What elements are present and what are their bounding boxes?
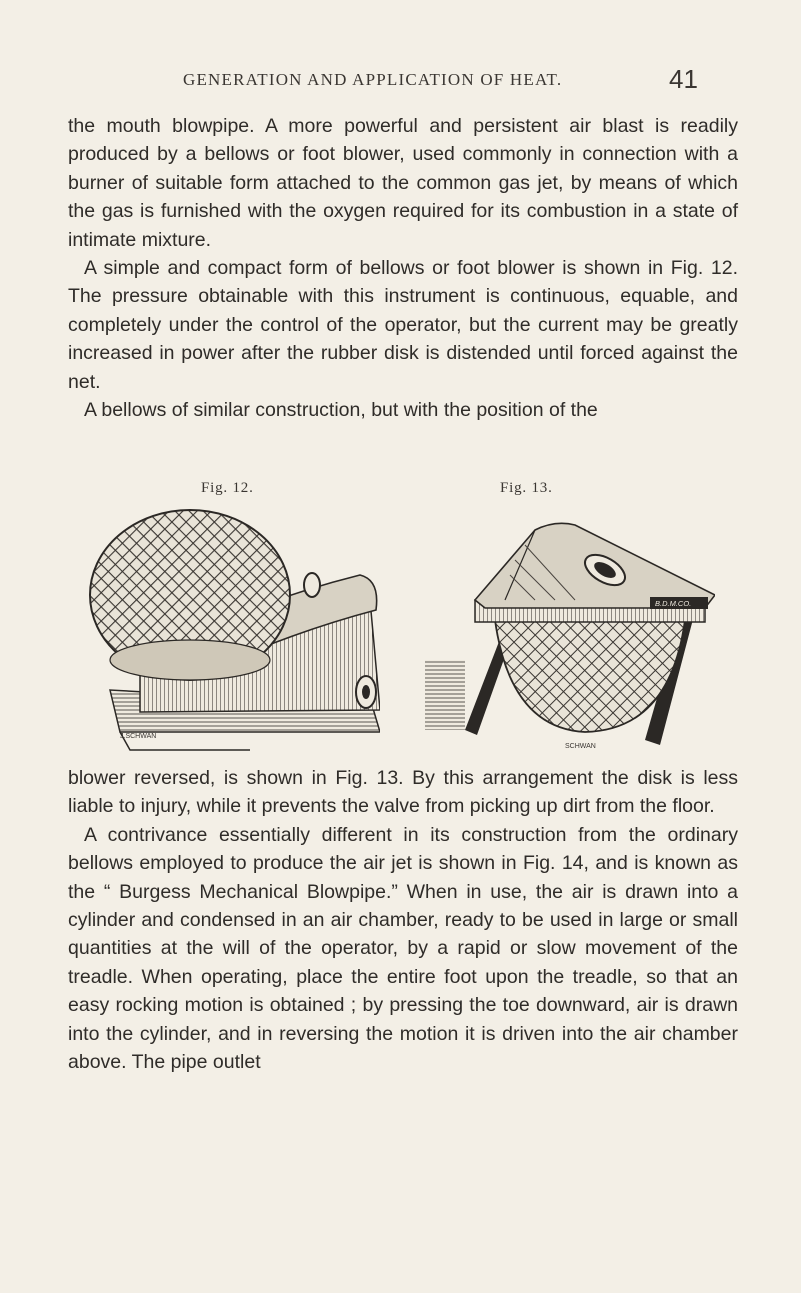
plate-label: B.D.M.CO. (655, 599, 692, 608)
paragraph: blower reversed, is shown in Fig. 13. By this arrangement the disk is less liable to injury, while it prevents the valve from picking up dirt from the floor. (68, 767, 738, 818)
paragraph: A simple and compact form of bellows or foot blower is shown in Fig. 12. The pressure obtainable with this instrument is continuous, equable, and completely under the control of the operator, but the current may be greatly increased in power after the rubber disk is distended until forced against the net. (68, 257, 738, 393)
figures-row (80, 480, 720, 760)
running-head: GENERATION AND APPLICATION OF HEAT. (183, 70, 563, 89)
page-number: 41 (669, 64, 698, 94)
foot-blower-disk-illustration (80, 500, 380, 760)
paragraph: A bellows of similar construction, but with the position of the (84, 399, 598, 422)
body-text-top (68, 112, 738, 424)
body-text-bottom (68, 764, 738, 1076)
paragraph: the mouth blowpipe. A more powerful and persistent air blast is readily produced by a bellows or foot blower, used commonly in connection with a burner of suitable form attached to the common gas jet, by means of which the gas is furnished with the oxygen required for its combustion in a state of intimate mixture. (68, 115, 738, 251)
figure-13-caption: Fig. 13. (500, 480, 553, 496)
figure-12-caption: Fig. 12. (201, 480, 254, 496)
engraver-mark: SCHWAN (565, 743, 596, 750)
reversed-foot-blower-illustration (415, 500, 715, 760)
paragraph: A contrivance essentially different in its construction from the ordinary bellows employed to produce the air jet is shown in Fig. 14, and is known as the “ Burgess Mechanical Blowpipe.” When in use, the air is drawn into a cylinder and condensed in an air chamber, ready to be used in large or small quantities at the will of the operator, by a rapid or slow movement of the treadle. When operating, place the entire foot upon the treadle, so that an easy rocking motion is obtained ; by pressing the toe downward, air is drawn into the cylinder, and in reversing the motion it is driven into the air chamber above. The pipe outlet (68, 823, 738, 1074)
engraver-mark: J.SCHWAN (120, 733, 157, 740)
page-header (0, 64, 801, 98)
